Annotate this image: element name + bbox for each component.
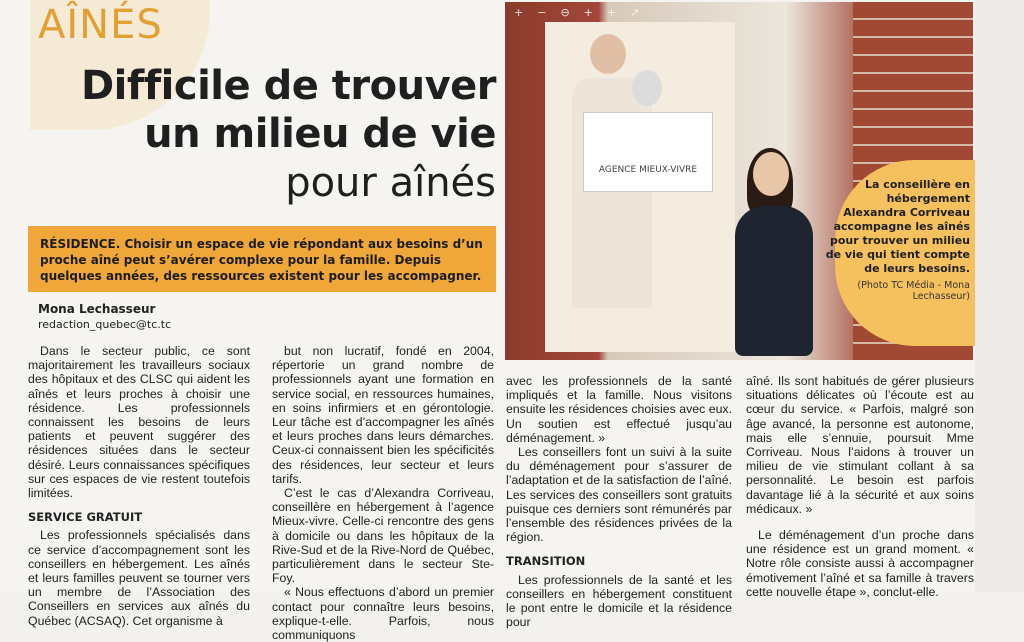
- headline-line-2: un milieu de vie: [144, 111, 496, 157]
- select-icon[interactable]: ↗: [630, 6, 640, 19]
- column-4: [746, 374, 974, 599]
- column-1: [28, 344, 250, 628]
- headline-line-1: Difficile de trouver: [80, 63, 496, 109]
- paragraph: C’est le cas d’Alexandra Corriveau, conseillère en hébergement à l’agence Mieux-vivre. Celle-ci rencontre des gens à domicile ou dans les hôpitaux de la Rive-Sud et de la Rive-Nord de Québec, particulièrement dans le secteur Ste-Foy.: [272, 486, 494, 586]
- headline-line-3: pour aînés: [285, 160, 496, 206]
- paragraph: Les professionnels de la santé et les conseillers en hébergement constituent le pont entre le domicile et la résidence pour: [506, 572, 732, 630]
- zoom-out-icon[interactable]: −: [537, 6, 547, 19]
- section-label: AÎNÉS: [38, 2, 163, 48]
- page-margin: [975, 0, 1024, 592]
- paragraph: Les conseillers font un suivi à la suite du déménagement pour s’assurer de l’adaptation et de la satisfaction de l’aîné. Les services des conseillers sont gratuits puisque ces derniers sont rémunérés par l’ensemble des résidences privées de la région.: [506, 445, 732, 545]
- lead-paragraph: RÉSIDENCE. Choisir un espace de vie répondant aux besoins d’un proche aîné peut s’avérer complexe pour la famille. Depuis quelques années, des ressources existent pour les accompagner.: [28, 226, 496, 292]
- paragraph: avec les professionnels de la santé impliqués et la famille. Nous visitons ensuite les résidences choisies avec eux. Un soutien est effectué jusqu’au déménagement. »: [506, 374, 732, 445]
- zoom-in-icon[interactable]: +: [514, 6, 524, 19]
- author-name: Mona Lechasseur: [38, 302, 156, 316]
- paragraph: « Nous effectuons d’abord un premier contact pour connaître leurs besoins, explique-t-elle. Parfois, nous communiquons: [272, 585, 494, 642]
- photo-credit: (Photo TC Média - Mona Lechasseur): [857, 280, 970, 302]
- pan-icon[interactable]: +: [606, 6, 617, 19]
- paragraph: but non lucratif, fondé en 2004, répertorie un grand nombre de professionnels ayant une formation en service social, en ressources humaines, en soins infirmiers et en gérontologie. Leur tâche est d’accompagner les aînés et leurs proches dans leurs démarches. Ceux-ci connaissent bien les spécificités des résidences, leur secteur et leurs tarifs.: [272, 344, 494, 486]
- photo-caption: [824, 178, 970, 302]
- author-email: redaction_quebec@tc.tc: [38, 318, 172, 331]
- caption-text: La conseillère en hébergement Alexandra Corriveau accompagne les aînés pour trouver un milieu de vie qui tient compte de leurs besoins.: [825, 178, 970, 275]
- paragraph: aîné. Ils sont habitués de gérer plusieurs situations délicates où l’écoute est au cœur du service. « Parfois, malgré son âge avancé, la personne est autonome, mais elle s’ennuie, poursuit Mme Corriveau. Nous l’aidons à trouver un milieu de vie stimulant collant à sa personnalité. Le besoin est parfois davantage lié à la sécurité et aux soins médicaux. »: [746, 374, 974, 516]
- subheading: TRANSITION: [506, 554, 586, 569]
- counselor-figure: [727, 152, 817, 360]
- paragraph: Les professionnels spécialisés dans ce service d’accompagnement sont les conseillers en hébergement. Les aînés et leurs familles peuvent se tourner vers un membre de l’Association des Conseillers en services aux aînés du Québec (ACSAQ). Cet organisme à: [28, 528, 250, 628]
- column-3: [506, 374, 732, 629]
- photo-toolbar: [514, 6, 639, 19]
- column-2: [272, 344, 494, 642]
- paragraph: Le déménagement d’un proche dans une résidence est un grand moment. « Notre rôle consiste aussi à accompagner émotivement l’aîné et sa famille à travers cette nouvelle étape », conclut-elle.: [746, 528, 974, 599]
- paragraph: Dans le secteur public, ce sont majoritairement les travailleurs sociaux des hôpitaux et des CLSC qui aident les aînés et leurs proches à choisir une résidence. Les professionnels connaissent les besoins de leurs patients et peuvent suggérer des résidences situées dans le secteur désiré. Leurs connaissances spécifiques sur ces espaces de vie restent toutefois limitées.: [28, 344, 250, 501]
- agency-logo-sign: AGENCE MIEUX-VIVRE: [583, 112, 713, 192]
- byline: [38, 302, 171, 331]
- subheading: SERVICE GRATUIT: [28, 510, 143, 525]
- move-icon[interactable]: +: [583, 6, 593, 19]
- zoom-fit-icon[interactable]: ⊖: [560, 6, 570, 19]
- headline: [81, 62, 496, 208]
